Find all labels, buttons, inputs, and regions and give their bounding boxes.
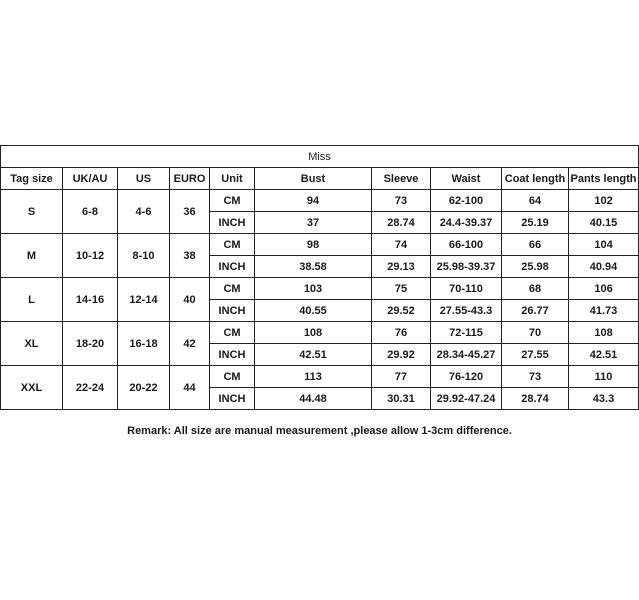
coat-length-cell: 27.55 — [502, 344, 569, 366]
waist-cell: 62-100 — [431, 190, 502, 212]
coat-length-cell: 66 — [502, 234, 569, 256]
euro-cell: 38 — [170, 234, 210, 278]
header-unit: Unit — [210, 168, 255, 190]
waist-cell: 27.55-43.3 — [431, 300, 502, 322]
coat-length-cell: 26.77 — [502, 300, 569, 322]
pants-length-cell: 102 — [569, 190, 639, 212]
size-chart-table — [0, 145, 639, 452]
us-cell: 20-22 — [118, 366, 170, 410]
pants-length-cell: 40.15 — [569, 212, 639, 234]
waist-cell: 76-120 — [431, 366, 502, 388]
sleeve-cell: 29.52 — [372, 300, 431, 322]
coat-length-cell: 25.98 — [502, 256, 569, 278]
waist-cell: 25.98-39.37 — [431, 256, 502, 278]
sleeve-cell: 29.92 — [372, 344, 431, 366]
tag-size-cell: S — [1, 190, 63, 234]
unit-cell: CM — [210, 366, 255, 388]
bust-cell: 44.48 — [255, 388, 372, 410]
header-coat-length: Coat length — [502, 168, 569, 190]
sleeve-cell: 73 — [372, 190, 431, 212]
header-row — [1, 168, 639, 190]
header-waist: Waist — [431, 168, 502, 190]
coat-length-cell: 64 — [502, 190, 569, 212]
waist-cell: 66-100 — [431, 234, 502, 256]
us-cell: 8-10 — [118, 234, 170, 278]
header-pants-length: Pants length — [569, 168, 639, 190]
sleeve-cell: 76 — [372, 322, 431, 344]
tag-size-cell: XXL — [1, 366, 63, 410]
remark-row — [1, 410, 639, 453]
bust-cell: 40.55 — [255, 300, 372, 322]
header-us: US — [118, 168, 170, 190]
pants-length-cell: 43.3 — [569, 388, 639, 410]
header-tag-size: Tag size — [1, 168, 63, 190]
uk-au-cell: 18-20 — [63, 322, 118, 366]
bust-cell: 37 — [255, 212, 372, 234]
bust-cell: 103 — [255, 278, 372, 300]
sleeve-cell: 28.74 — [372, 212, 431, 234]
table-title: Miss — [1, 146, 639, 168]
bust-cell: 42.51 — [255, 344, 372, 366]
uk-au-cell: 10-12 — [63, 234, 118, 278]
bust-cell: 38.58 — [255, 256, 372, 278]
euro-cell: 36 — [170, 190, 210, 234]
waist-cell: 28.34-45.27 — [431, 344, 502, 366]
unit-cell: CM — [210, 234, 255, 256]
pants-length-cell: 40.94 — [569, 256, 639, 278]
pants-length-cell: 42.51 — [569, 344, 639, 366]
tag-size-cell: XL — [1, 322, 63, 366]
pants-length-cell: 106 — [569, 278, 639, 300]
us-cell: 12-14 — [118, 278, 170, 322]
table-row — [1, 190, 639, 212]
bust-cell: 113 — [255, 366, 372, 388]
bust-cell: 98 — [255, 234, 372, 256]
sleeve-cell: 77 — [372, 366, 431, 388]
unit-cell: INCH — [210, 300, 255, 322]
bust-cell: 94 — [255, 190, 372, 212]
waist-cell: 24.4-39.37 — [431, 212, 502, 234]
unit-cell: INCH — [210, 212, 255, 234]
us-cell: 4-6 — [118, 190, 170, 234]
uk-au-cell: 6-8 — [63, 190, 118, 234]
remark-text: Remark: All size are manual measurement ,please allow 1-3cm difference. — [1, 410, 639, 453]
table-row — [1, 366, 639, 388]
unit-cell: CM — [210, 322, 255, 344]
unit-cell: INCH — [210, 388, 255, 410]
sleeve-cell: 74 — [372, 234, 431, 256]
waist-cell: 72-115 — [431, 322, 502, 344]
coat-length-cell: 73 — [502, 366, 569, 388]
coat-length-cell: 25.19 — [502, 212, 569, 234]
table-row — [1, 322, 639, 344]
unit-cell: INCH — [210, 256, 255, 278]
bust-cell: 108 — [255, 322, 372, 344]
sleeve-cell: 75 — [372, 278, 431, 300]
unit-cell: CM — [210, 278, 255, 300]
euro-cell: 40 — [170, 278, 210, 322]
uk-au-cell: 22-24 — [63, 366, 118, 410]
pants-length-cell: 108 — [569, 322, 639, 344]
euro-cell: 44 — [170, 366, 210, 410]
header-euro: EURO — [170, 168, 210, 190]
coat-length-cell: 68 — [502, 278, 569, 300]
table-row — [1, 278, 639, 300]
pants-length-cell: 104 — [569, 234, 639, 256]
pants-length-cell: 110 — [569, 366, 639, 388]
header-sleeve: Sleeve — [372, 168, 431, 190]
tag-size-cell: M — [1, 234, 63, 278]
table-row — [1, 234, 639, 256]
header-bust: Bust — [255, 168, 372, 190]
coat-length-cell: 28.74 — [502, 388, 569, 410]
sleeve-cell: 29.13 — [372, 256, 431, 278]
tag-size-cell: L — [1, 278, 63, 322]
pants-length-cell: 41.73 — [569, 300, 639, 322]
sleeve-cell: 30.31 — [372, 388, 431, 410]
uk-au-cell: 14-16 — [63, 278, 118, 322]
header-uk-au: UK/AU — [63, 168, 118, 190]
us-cell: 16-18 — [118, 322, 170, 366]
waist-cell: 70-110 — [431, 278, 502, 300]
title-row — [1, 146, 639, 168]
unit-cell: CM — [210, 190, 255, 212]
waist-cell: 29.92-47.24 — [431, 388, 502, 410]
coat-length-cell: 70 — [502, 322, 569, 344]
euro-cell: 42 — [170, 322, 210, 366]
unit-cell: INCH — [210, 344, 255, 366]
